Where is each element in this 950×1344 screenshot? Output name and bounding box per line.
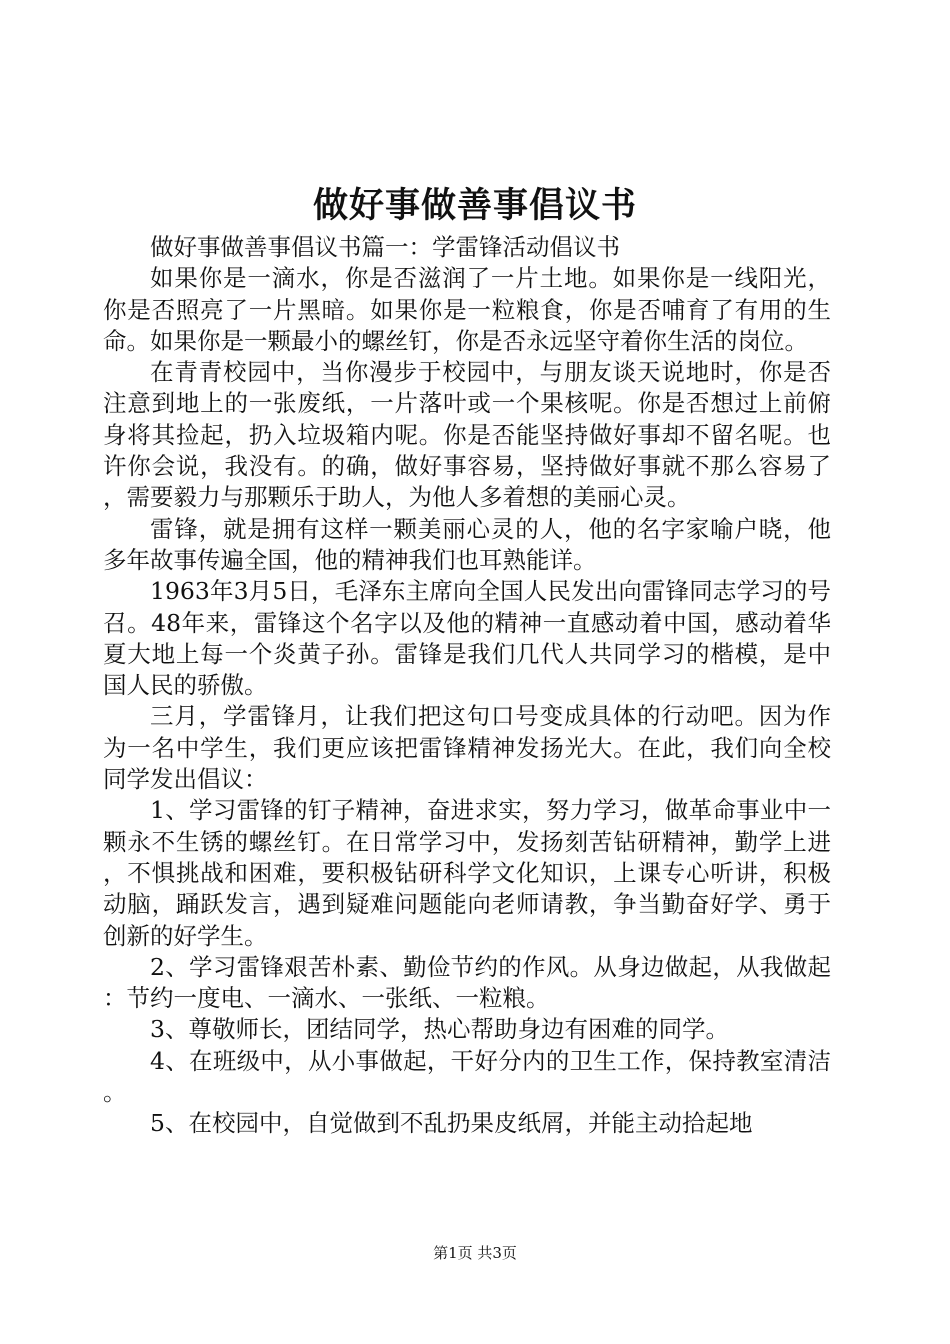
- paragraph: 在青青校园中，当你漫步于校园中，与朋友谈天说地时，你是否注意到地上的一张废纸，一片落叶或一个果核呢。你是否想过上前俯身将其捡起，扔入垃圾箱内呢。你是否能坚持做好事却不留名呢。也许你会说，我没有。的确，做好事容易，坚持做好事就不那么容易了，需要毅力与那颗乐于助人，为他人多着想的美丽心灵。: [103, 358, 831, 512]
- proposal-item: 4、在班级中，从小事做起，干好分内的卫生工作，保持教室清洁。: [103, 1046, 831, 1107]
- paragraph: 如果你是一滴水，你是否滋润了一片土地。如果你是一线阳光，你是否照亮了一片黑暗。如果你是一粒粮食，你是否哺育了有用的生命。如果你是一颗最小的螺丝钉，你是否永远坚守着你生活的岗位。: [103, 264, 831, 355]
- document-title: 做好事做善事倡议书: [312, 185, 637, 226]
- proposal-item: 3、尊敬师长，团结同学，热心帮助身边有困难的同学。: [150, 1015, 729, 1044]
- page-number-footer: 第1页 共3页: [433, 1244, 517, 1262]
- paragraph: 1963年3月5日，毛泽东主席向全国人民发出向雷锋同志学习的号召。48年来，雷锋这个名字以及他的精神一直感动着中国，感动着华夏大地上每一个炎黄子孙。雷锋是我们几代人共同学习的楷模，是中国人民的骄傲。: [103, 577, 831, 700]
- paragraph: 三月，学雷锋月，让我们把这句口号变成具体的行动吧。因为作为一名中学生，我们更应该把雷锋精神发扬光大。在此，我们向全校同学发出倡议：: [103, 702, 831, 794]
- proposal-item: 2、学习雷锋艰苦朴素、勤俭节约的作风。从身边做起，从我做起：节约一度电、一滴水、一张纸、一粒粮。: [103, 952, 831, 1013]
- document-body: [103, 232, 831, 1140]
- paragraph: 雷锋，就是拥有这样一颗美丽心灵的人，他的名字家喻户晓，他多年故事传遍全国，他的精神我们也耳熟能详。: [103, 514, 831, 574]
- proposal-item: 1、学习雷锋的钉子精神，奋进求实，努力学习，做革命事业中一颗永不生锈的螺丝钉。在日常学习中，发扬刻苦钻研精神，勤学上进，不惧挑战和困难，要积极钻研科学文化知识，上课专心听讲，积极动脑，踊跃发言，遇到疑难问题能向老师请教，争当勤奋好学、勇于创新的好学生。: [103, 796, 831, 950]
- proposal-item: 5、在校园中，自觉做到不乱扔果皮纸屑，并能主动拾起地: [150, 1109, 753, 1138]
- paragraph-subtitle: 做好事做善事倡议书篇一：学雷锋活动倡议书: [150, 233, 620, 261]
